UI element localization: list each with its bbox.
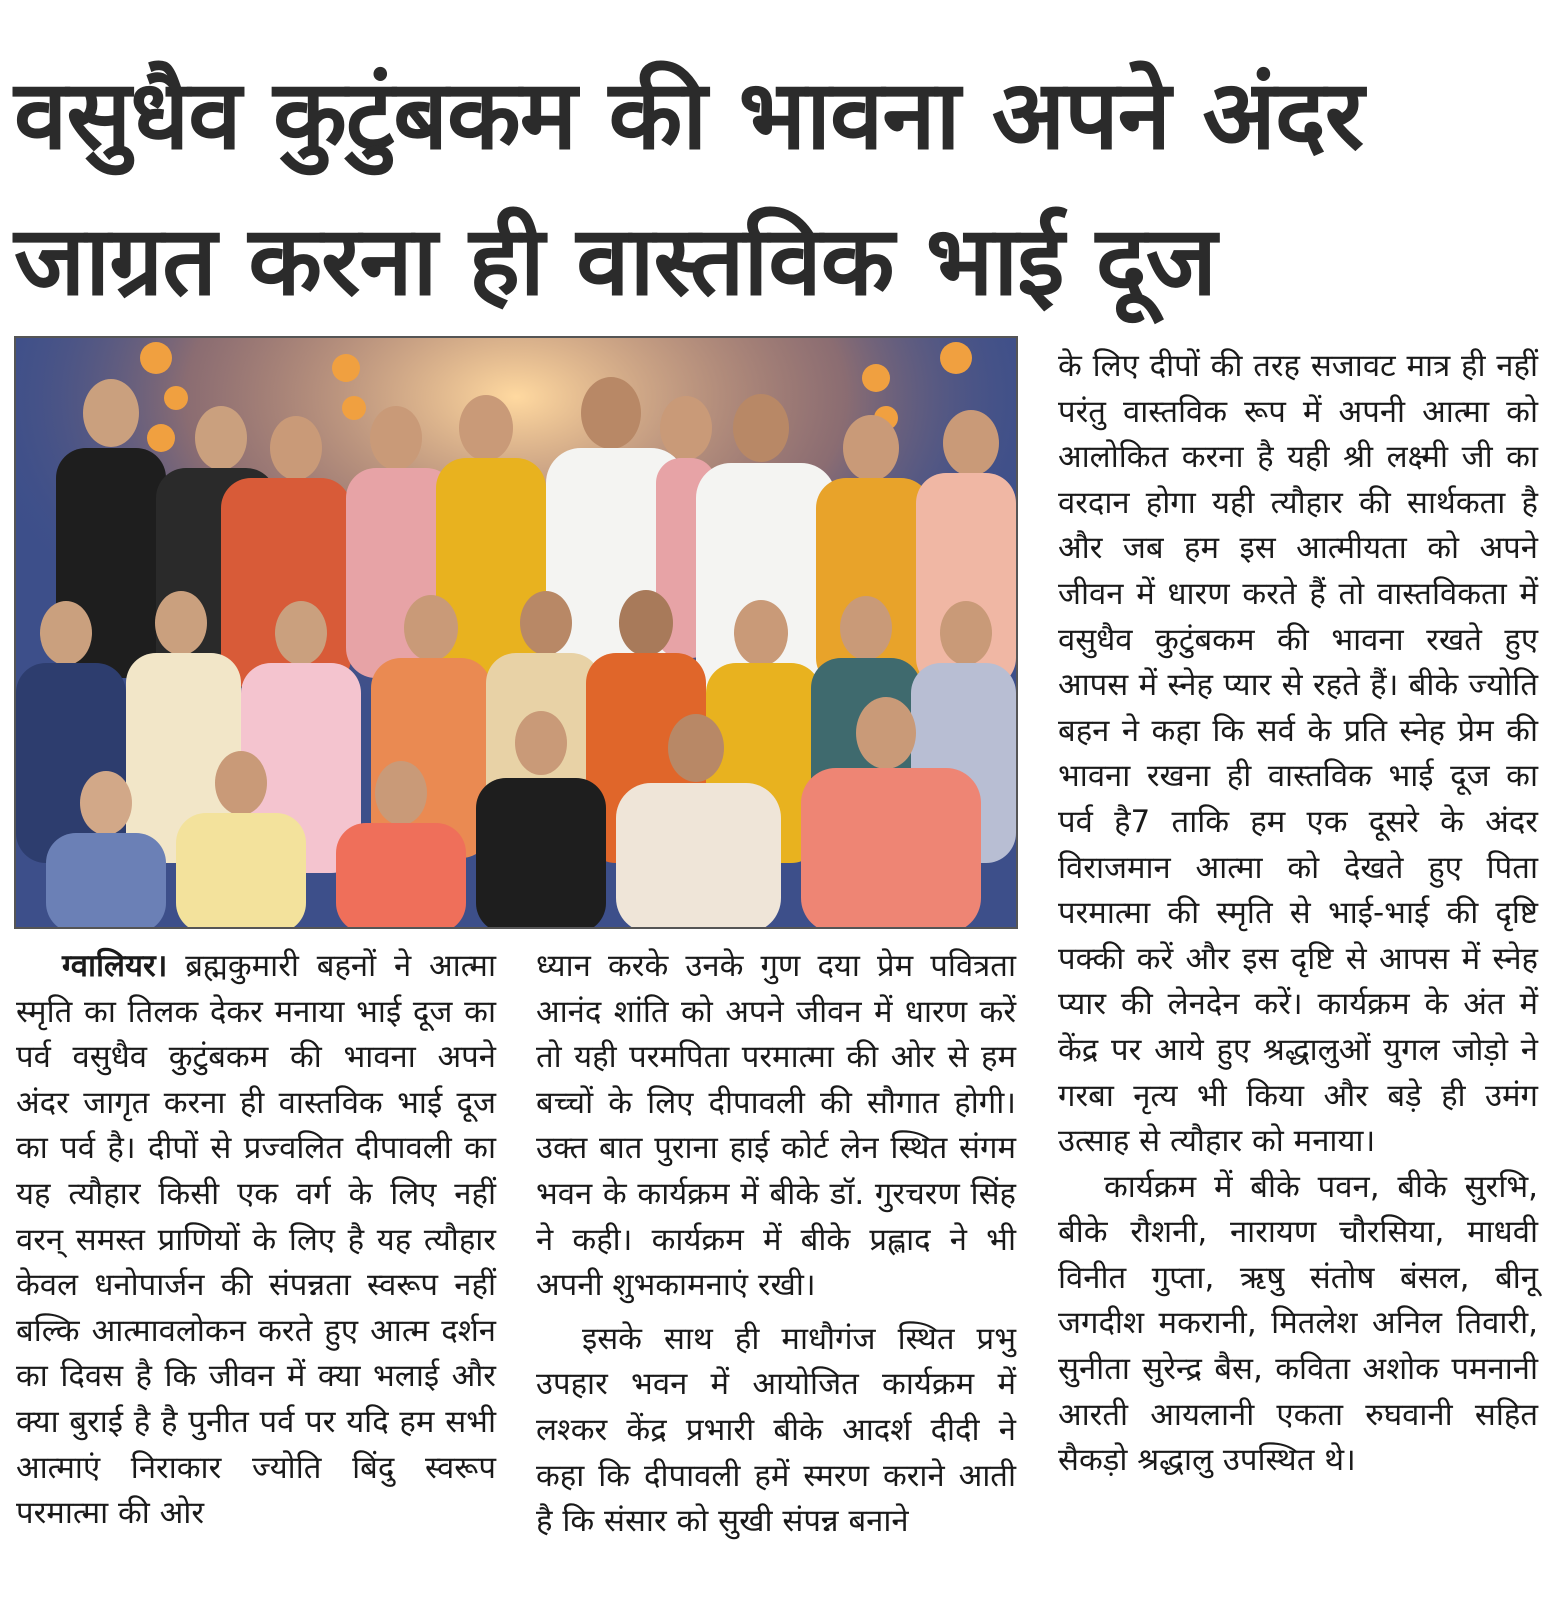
article-paragraph: कार्यक्रम में बीके पवन, बीके सुरभि, बीके रौशनी, नारायण चौरसिया, माधवी विनीत गुप्ता, ऋषु संतोष बंसल, बीनू जगदीश मकरानी, मितलेश अनिल तिवारी, सुनीता सुरेन्द्र बैस, कविता अशोक पमनानी आरती आयलानी एकता रुघवानी सहित सैकड़ो श्रद्धालु उपस्थित थे। <box>1058 1168 1538 1479</box>
group-photo-illustration <box>16 338 1016 927</box>
headline-line-1: वसुधैव कुटुंबकम की भावना अपने अंदर <box>14 59 1364 171</box>
article-paragraph <box>16 944 496 1537</box>
group-photo <box>14 336 1018 929</box>
dateline: ग्वालियर। <box>62 948 168 984</box>
article-paragraph: इसके साथ ही माधौगंज स्थित प्रभु उपहार भवन में आयोजित कार्यक्रम में लश्कर केंद्र प्रभारी बीके आदर्श दीदी ने कहा कि दीपावली हमें स्मरण कराने आती है कि संसार को सुखी संपन्न बनाने <box>536 1320 1016 1540</box>
headline-line-2: जाग्रत करना ही वास्तविक भाई दूज <box>14 205 1217 317</box>
article-paragraph: ध्यान करके उनके गुण दया प्रेम पवित्रता आनंद शांति को अपने जीवन में धारण करें तो यही परमपिता परमात्मा की ओर से हम बच्चों के लिए दीपावली की सौगात होगी। उक्त बात पुराना हाई कोर्ट लेन स्थित संगम भवन के कार्यक्रम में बीके डॉ. गुरचरण सिंह ने कही। कार्यक्रम में बीके प्रह्लाद ने भी अपनी शुभकामनाएं रखी। <box>536 948 1016 1304</box>
article-column-3 <box>1058 344 1538 1484</box>
article-column-1 <box>16 944 496 1537</box>
article-text: ब्रह्मकुमारी बहनों ने आत्मा स्मृति का तिलक देकर मनाया भाई दूज का पर्व वसुधैव कुटुंबकम की भावना अपने अंदर जागृत करना ही वास्तविक भाई दूज का पर्व है। दीपों से प्रज्वलित दीपावली का यह त्यौहार किसी एक वर्ग के लिए नहीं वरन् समस्त प्राणियों के लिए है यह त्यौहार केवल धनोपार्जन की संपन्नता स्वरूप नहीं बल्कि आत्मावलोकन करते हुए आत्म दर्शन का दिवस है कि जीवन में क्या भलाई और क्या बुराई है है पुनीत पर्व पर यदि हम सभी आत्माएं निराकार ज्योति बिंदु स्वरूप परमात्मा की ओर <box>16 948 496 1532</box>
article-column-2 <box>536 944 1016 1545</box>
headline <box>14 42 1540 334</box>
article-paragraph: के लिए दीपों की तरह सजावट मात्र ही नहीं परंतु वास्तविक रूप में अपनी आत्मा को आलोकित करना है यही श्री लक्ष्मी जी का वरदान होगा यही त्यौहार की सार्थकता है और जब हम इस आत्मीयता को अपने जीवन में धारण करते हैं तो वास्तविकता में वसुधैव कुटुंबकम की भावना रखते हुए आपस में स्नेह प्यार से रहते हैं। बीके ज्योति बहन ने कहा कि सर्व के प्रति स्नेह प्रेम की भावना रखना ही वास्तविक भाई दूज का पर्व है7 ताकि हम एक दूसरे के अंदर विराजमान आत्मा को देखते हुए पिता परमात्मा की स्मृति से भाई-भाई की दृष्टि पक्की करें और इस दृष्टि से आपस में स्नेह प्यार की लेनदेन करें। कार्यक्रम के अंत में केंद्र पर आये हुए श्रद्धालुओं युगल जोड़ो ने गरबा नृत्य भी किया और बड़े ही उमंग उत्साह से त्यौहार को मनाया। <box>1058 348 1538 1160</box>
